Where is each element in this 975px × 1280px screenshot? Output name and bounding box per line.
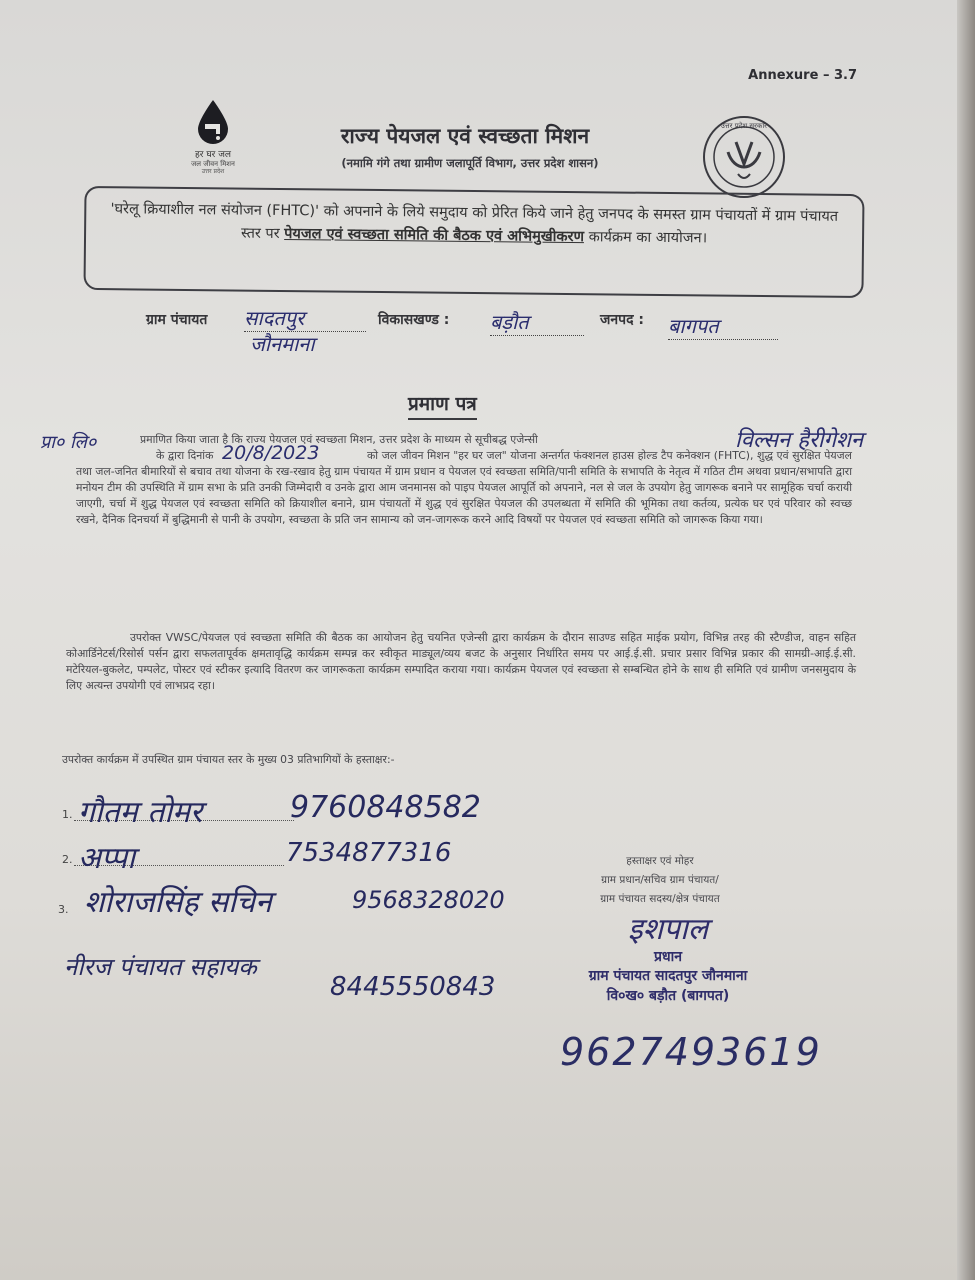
signature-line1: हस्ताक्षर एवं मोहर <box>626 855 694 867</box>
gram-panchayat-value-line1: सादतपुर <box>244 304 366 332</box>
stamp-title: प्रधान <box>654 949 682 965</box>
para2-text: उपरोक्त VWSC/पेयजल एवं स्वच्छता समिति की बैठक का आयोजन हेतु चयनित एजेन्सी द्वारा कार्यक्रम के दौरान साउण्ड सहित माईक प्रयोग, विभिन्न तरह की स्टैण्डीज, वाहन सहित कोआर्डिनेटर्स/रिसोर्स पर्सन द्वारा सफलतापूर्वक क्षमतावृद्धि कार्यक्रम सम्पन्न कर स्वीकृत माड्यूल/व्यय बजट के अनुसार निर्धारित समय पर आई.ई.सी. प्रचार प्रसार विभिन्न प्रकार की सामग्री-आई.ई.सी. मटेरियल-बुकलेट, पम्पलेट, पोस्टर एवं स्टीकर इत्यादि वितरण कर जागरूकता कार्यक्रम सम्पादित कराया गया। कार्यक्रम पेयजल एवं स्वच्छता से सम्बन्धित होने के साथ ही समिति एवं ग्रामीण जनसमुदाय के लिए अत्यन्त उपयोगी एवं लाभप्रद रहा। <box>66 631 856 692</box>
participant-4-name: नीरज पंचायत सहायक <box>64 953 257 981</box>
up-government-emblem-icon <box>698 112 790 202</box>
annexure-label: Annexure – 3.7 <box>748 68 857 83</box>
page-subtitle: (नमामि गंगे तथा ग्रामीण जलापूर्ति विभाग, उत्तर प्रदेश शासन) <box>341 156 599 170</box>
handwritten-agency-name: विल्सन हैरीगेशन <box>735 428 864 453</box>
pradhan-signature: इशपाल <box>627 912 709 947</box>
participant-3-phone: 9568328020 <box>352 886 505 914</box>
stamp-block-district: वि०ख० बड़ौत (बागपत) <box>606 988 730 1004</box>
para1-part-c: को जल जीवन मिशन "हर घर जल" योजना अन्तर्गत फंक्शनल हाउस होल्ड टैप कनेक्शन (FHTC), शुद्ध एवं सुरक्षित पेयजल तथा जल-जनित बीमारियों से बचाव तथा योजना के रख-रखाव हेतु ग्राम पंचायत में ग्राम प्रधान व पेयजल एवं स्वच्छता समिति/पानी समिति के सभापति के नेतृत्व में गठित टीम अथवा प्रधान/सभापति द्वारा मनोयन टीम की उपस्थिति में ग्राम सभा के प्रति उनकी जिम्मेदारी व उनके द्वारा आम जनमानस को पाइप पेयजल आपूर्ति को अपनाने, नल से जल के उपयोग हेतु जागरूक बनाने पर सामूहिक चर्चा करायी जाएगी, चर्चा में शुद्ध पेयजल एवं स्वच्छता समिति को क्रियाशील बनाने, ग्राम पंचायतों में शुद्ध एवं सुरक्षित पेयजल की उपलब्धता में समिति की भूमिका तथा कर्तव्य, प्रत्येक घर एवं परिवार को स्वच्छ रखने, दैनिक दिनचर्या में बुद्धिमानी से पानी के उपयोग, स्वच्छता के प्रति जन सामान्य को जन-जागरूक करने आदि विषयों पर पेयजल एवं स्वच्छता समिति को जागरूक किया गया। <box>76 449 852 526</box>
handwritten-date: 20/8/2023 <box>222 442 320 464</box>
logo-text-line3: उत्तर प्रदेश <box>201 168 225 175</box>
district-value: बागपत <box>668 312 778 340</box>
participant-1-name: गौतम तोमर <box>78 795 203 830</box>
har-ghar-jal-logo <box>178 98 248 175</box>
participants-intro: उपरोक्त कार्यक्रम में उपस्थित ग्राम पंचायत स्तर के मुख्य 03 प्रतिभागियों के हस्ताक्षर:- <box>62 753 395 766</box>
banner-text-part1: 'घरेलू क्रियाशील नल संयोजन (FHTC)' को अपनाने के लिये समुदाय को प्रेरित किये जाने हेतु जनपद के समस्त ग्राम पंचायतों में ग्राम पंचायत स्तर पर <box>110 201 839 243</box>
participant-3-number: 3. <box>58 903 69 916</box>
certificate-paragraph-1 <box>76 432 852 528</box>
banner-underlined-text: पेयजल एवं स्वच्छता समिति की बैठक एवं अभिमुखीकरण <box>284 226 585 246</box>
participant-2-phone: 7534877316 <box>286 838 452 868</box>
stamp-panchayat-name: ग्राम पंचायत सादतपुर जौनमाना <box>588 968 748 984</box>
handwritten-agency-prefix: प्रा० लि० <box>40 432 97 453</box>
gram-panchayat-label: ग्राम पंचायत <box>146 312 208 328</box>
signature-instructions <box>560 852 760 909</box>
logo-text-line2: जल जीवन मिशन <box>191 160 235 168</box>
participant-2-name: अप्पा <box>78 841 135 876</box>
banner-text-part2: कार्यक्रम का आयोजन। <box>583 229 708 247</box>
certificate-title: प्रमाण पत्र <box>408 390 477 420</box>
water-drop-icon <box>194 98 232 146</box>
logo-text-line1: हर घर जल <box>195 150 231 160</box>
participant-2-number: 2. <box>62 853 73 866</box>
participant-1-number: 1. <box>62 808 73 821</box>
pradhan-phone: 9627493619 <box>560 1030 822 1074</box>
participant-3-name: शोराजसिंह सचिन <box>84 885 272 920</box>
program-banner <box>83 186 864 298</box>
block-label: विकासखण्ड : <box>378 312 450 328</box>
certificate-paragraph-2 <box>66 630 856 694</box>
participant-4-phone: 8445550843 <box>330 972 496 1002</box>
signature-line3: ग्राम पंचायत सदस्य/क्षेत्र पंचायत <box>600 893 720 905</box>
signature-line2: ग्राम प्रधान/सचिव ग्राम पंचायत/ <box>601 874 719 886</box>
para1-part-b: के द्वारा दिनांक <box>156 449 214 462</box>
page-edge-shadow <box>957 0 975 1280</box>
participant-1-phone: 9760848582 <box>290 790 481 825</box>
para1-part-a: प्रमाणित किया जाता है कि राज्य पेयजल एवं स्वच्छता मिशन, उत्तर प्रदेश के माध्यम से सूचीबद्ध एजेन्सी <box>140 433 538 446</box>
page-title: राज्य पेयजल एवं स्वच्छता मिशन <box>340 124 590 148</box>
gram-panchayat-value-line2: जौनमाना <box>250 332 315 356</box>
emblem-text: उत्तर प्रदेश सरकार <box>720 122 768 130</box>
district-label: जनपद : <box>600 312 645 328</box>
pradhan-stamp <box>548 912 788 1006</box>
block-value: बड़ौत <box>490 308 584 336</box>
